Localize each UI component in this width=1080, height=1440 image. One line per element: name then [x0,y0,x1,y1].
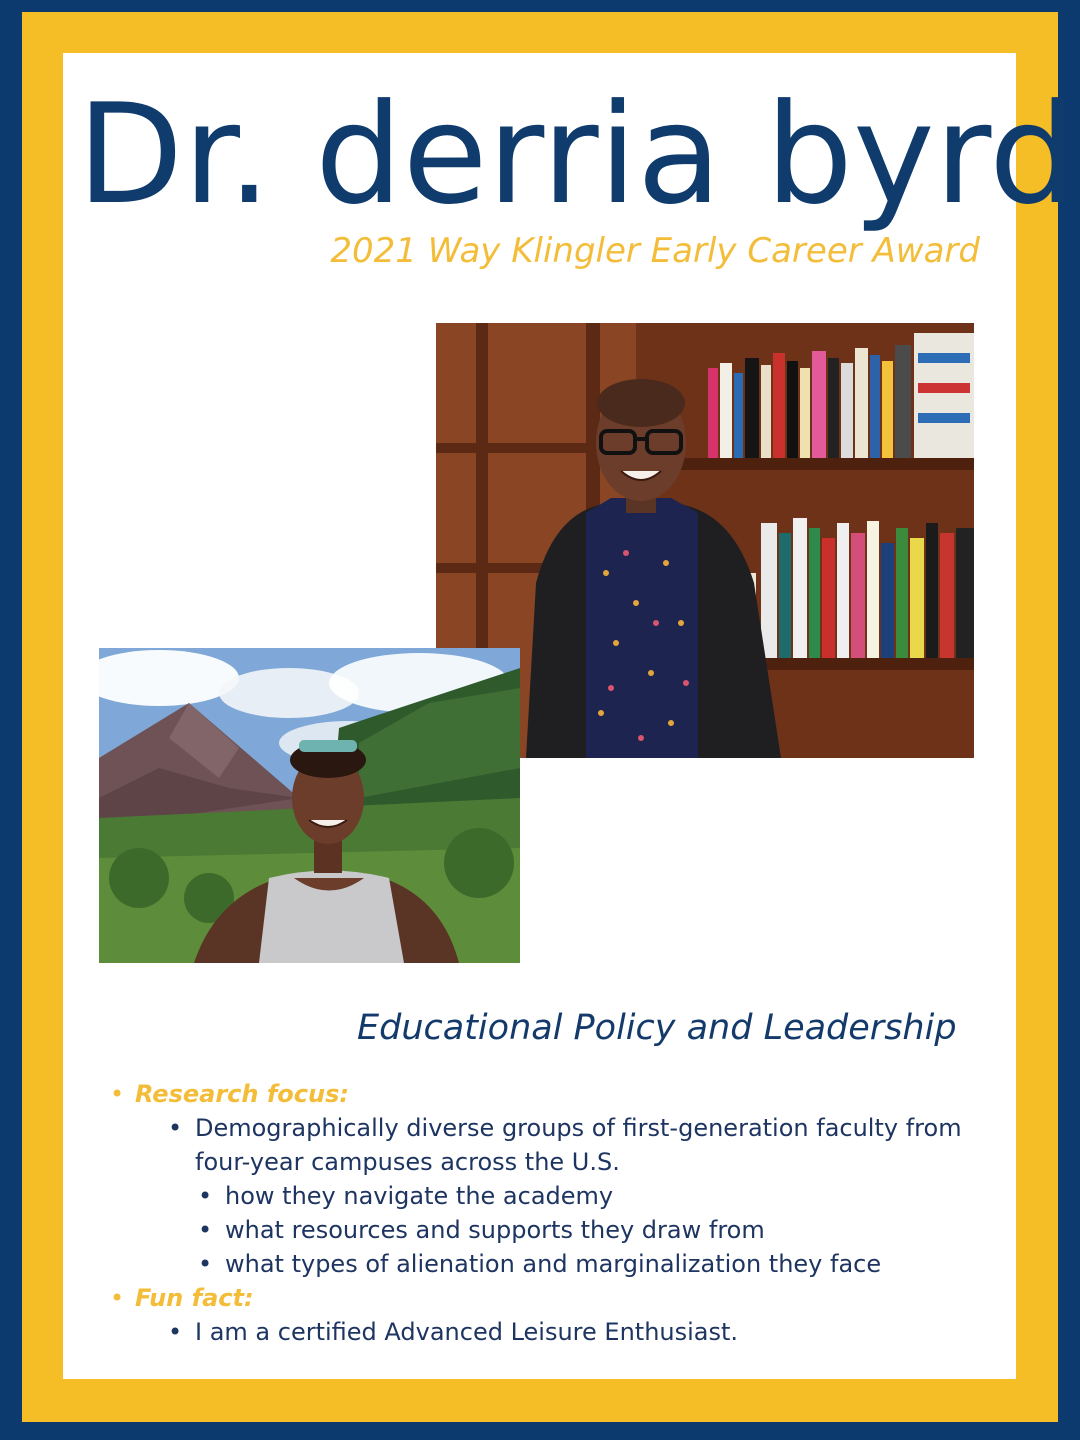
award-subtitle: 2021 Way Klingler Early Career Award [330,231,980,271]
bullet-list [99,1077,999,1349]
bullet-fun-item: • I am a certified Advanced Leisure Enthusiast. [99,1315,999,1349]
bullet-research-heading: • Research focus: [99,1077,999,1111]
department-heading: Educational Policy and Leadership [357,1008,957,1048]
bullet-research-sub-2: • what resources and supports they draw from [99,1213,999,1247]
bullet-fun-heading: • Fun fact: [99,1281,999,1315]
bullet-research-item-continuation: four-year campuses across the U.S. [195,1148,620,1176]
bullet-dot-icon: • [110,1284,125,1312]
bullet-research-sub-1: • how they navigate the academy [99,1179,999,1213]
bullet-research-sub-3: • what types of alienation and marginalization they face [99,1247,999,1281]
bullet-dot-icon: • [168,1114,183,1142]
photo-mountain-outdoors [99,648,520,963]
bullet-dot-icon: • [198,1216,213,1244]
bullet-dot-icon: • [198,1250,213,1278]
mountain-photo-image [99,648,520,963]
bullet-dot-icon: • [110,1080,125,1108]
bullet-dot-icon: • [198,1182,213,1210]
poster-card [63,53,1077,1379]
bullet-dot-icon: • [168,1318,183,1346]
page-title: Dr. derria byrd [77,74,1077,235]
bullet-research-item: • Demographically diverse groups of first-generation faculty from [99,1111,999,1145]
